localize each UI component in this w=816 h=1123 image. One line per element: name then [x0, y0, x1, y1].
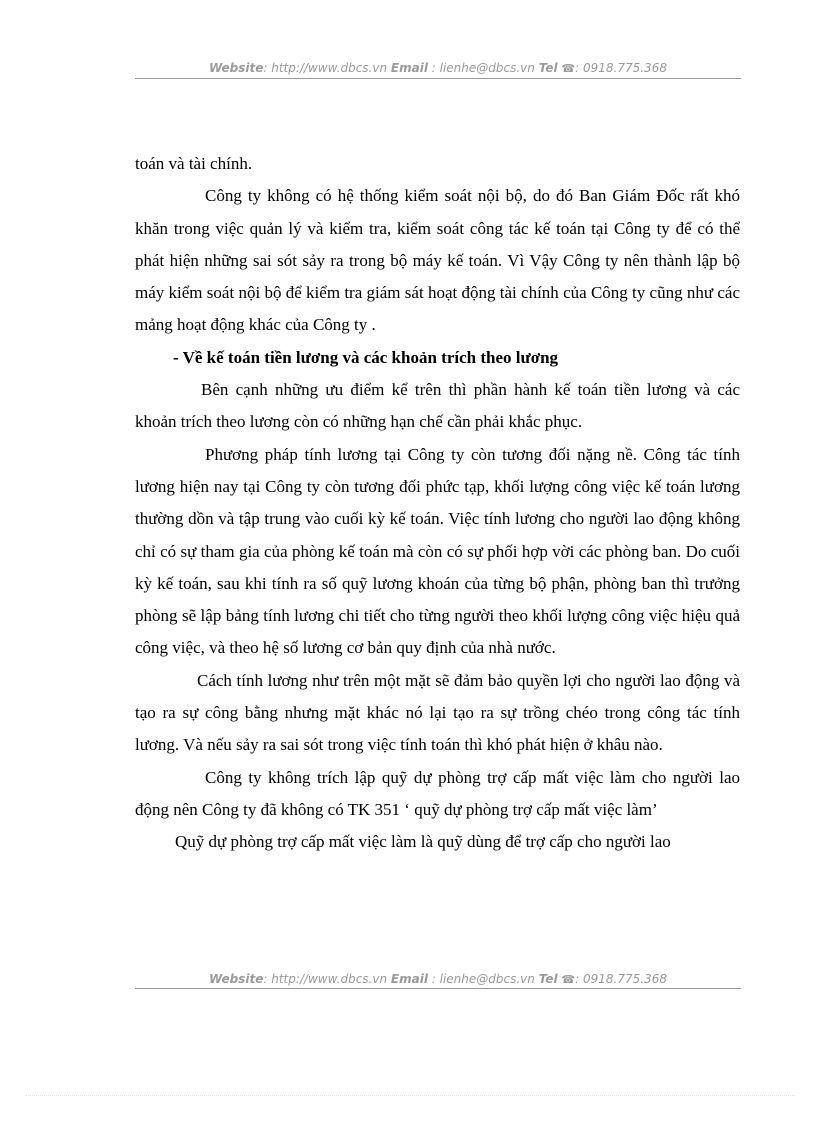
footer-website-value: : http://www.dbcs.vn — [263, 972, 388, 986]
telephone-icon: ☎ — [561, 973, 576, 986]
header-email-value: : lienhe@dbcs.vn — [431, 61, 535, 75]
paragraph-internal-control: Công ty không có hệ thống kiểm soát nội bộ, do đó Ban Giám Đốc rất khó khăn trong việc quản lý và kiểm tra, kiểm soát công tác kế toán tại Công ty để có thể phát hiện những sai sót sảy ra trong bộ máy kế toán. Vì Vậy Công ty nên thành lập bộ máy kiểm soát nội bộ để kiểm tra giám sát hoạt động tài chính của Công ty cũng như các mảng hoạt động khác của Công ty . — [135, 186, 740, 335]
header-website-label: Website — [209, 61, 264, 75]
footer-tel-label: Tel — [538, 972, 558, 986]
header-website-value: : http://www.dbcs.vn — [263, 61, 388, 75]
footer-email-value: : lienhe@dbcs.vn — [431, 972, 535, 986]
footer-email-label: Email — [390, 972, 428, 986]
header-email-label: Email — [390, 61, 428, 75]
paragraph-limitations: Bên cạnh những ưu điểm kể trên thì phần hành kế toán tiền lương và các khoản trích theo lương còn có những hạn chế cần phải khắc phục. — [135, 380, 740, 432]
paragraph-continuation: toán và tài chính. — [135, 154, 253, 173]
footer-divider — [135, 988, 741, 989]
paragraph-salary-method: Phương pháp tính lương tại Công ty còn tương đối nặng nề. Công tác tính lương hiện nay tại Công ty còn tương đối phức tạp, khối lượng công việc kế toán lương thường dồn và tập trung vào cuối kỳ kế toán. Việc tính lương cho người lao động không chỉ có sự tham gia của phòng kế toán mà còn có sự phối hợp vời các phòng ban. Do cuối kỳ kế toán, sau khi tính ra số quỹ lương khoán của từng bộ phận, phòng ban thì trưởng phòng sẽ lập bảng tính lương chi tiết cho từng người theo khối lượng công việc hiệu quả công việc, và theo hệ số lương cơ bản quy định của nhà nước. — [135, 444, 740, 658]
header-tel-value: : 0918.775.368 — [575, 61, 667, 75]
page-edge-dotted-line — [25, 1095, 795, 1096]
paragraph-reserve-fund: Công ty không trích lập quỹ dự phòng trợ cấp mất việc làm cho người lao động nên Công ty đã không có TK 351 ‘ quỹ dự phòng trợ cấp mất việc làm’ — [135, 767, 740, 819]
paragraph-fund-definition: Quỹ dự phòng trợ cấp mất việc làm là quỹ dùng để trợ cấp cho người lao — [175, 832, 671, 852]
section-heading: - Về kế toán tiền lương và các khoản trích theo lương — [173, 347, 559, 367]
page-footer — [135, 972, 741, 986]
page-header — [135, 61, 741, 75]
telephone-icon: ☎ — [561, 62, 576, 75]
footer-website-label: Website — [209, 972, 264, 986]
document-body — [135, 148, 740, 859]
paragraph-salary-calculation: Cách tính lương như trên một mặt sẽ đảm bảo quyền lợi cho người lao động và tạo ra sự công bằng nhưng mặt khác nó lại tạo ra sự trồng chéo trong công tác tính lương. Và nếu sảy ra sai sót trong việc tính toán thì khó phát hiện ở khâu nào. — [135, 670, 740, 755]
header-tel-label: Tel — [538, 61, 558, 75]
footer-tel-value: : 0918.775.368 — [575, 972, 667, 986]
header-divider — [135, 78, 741, 79]
